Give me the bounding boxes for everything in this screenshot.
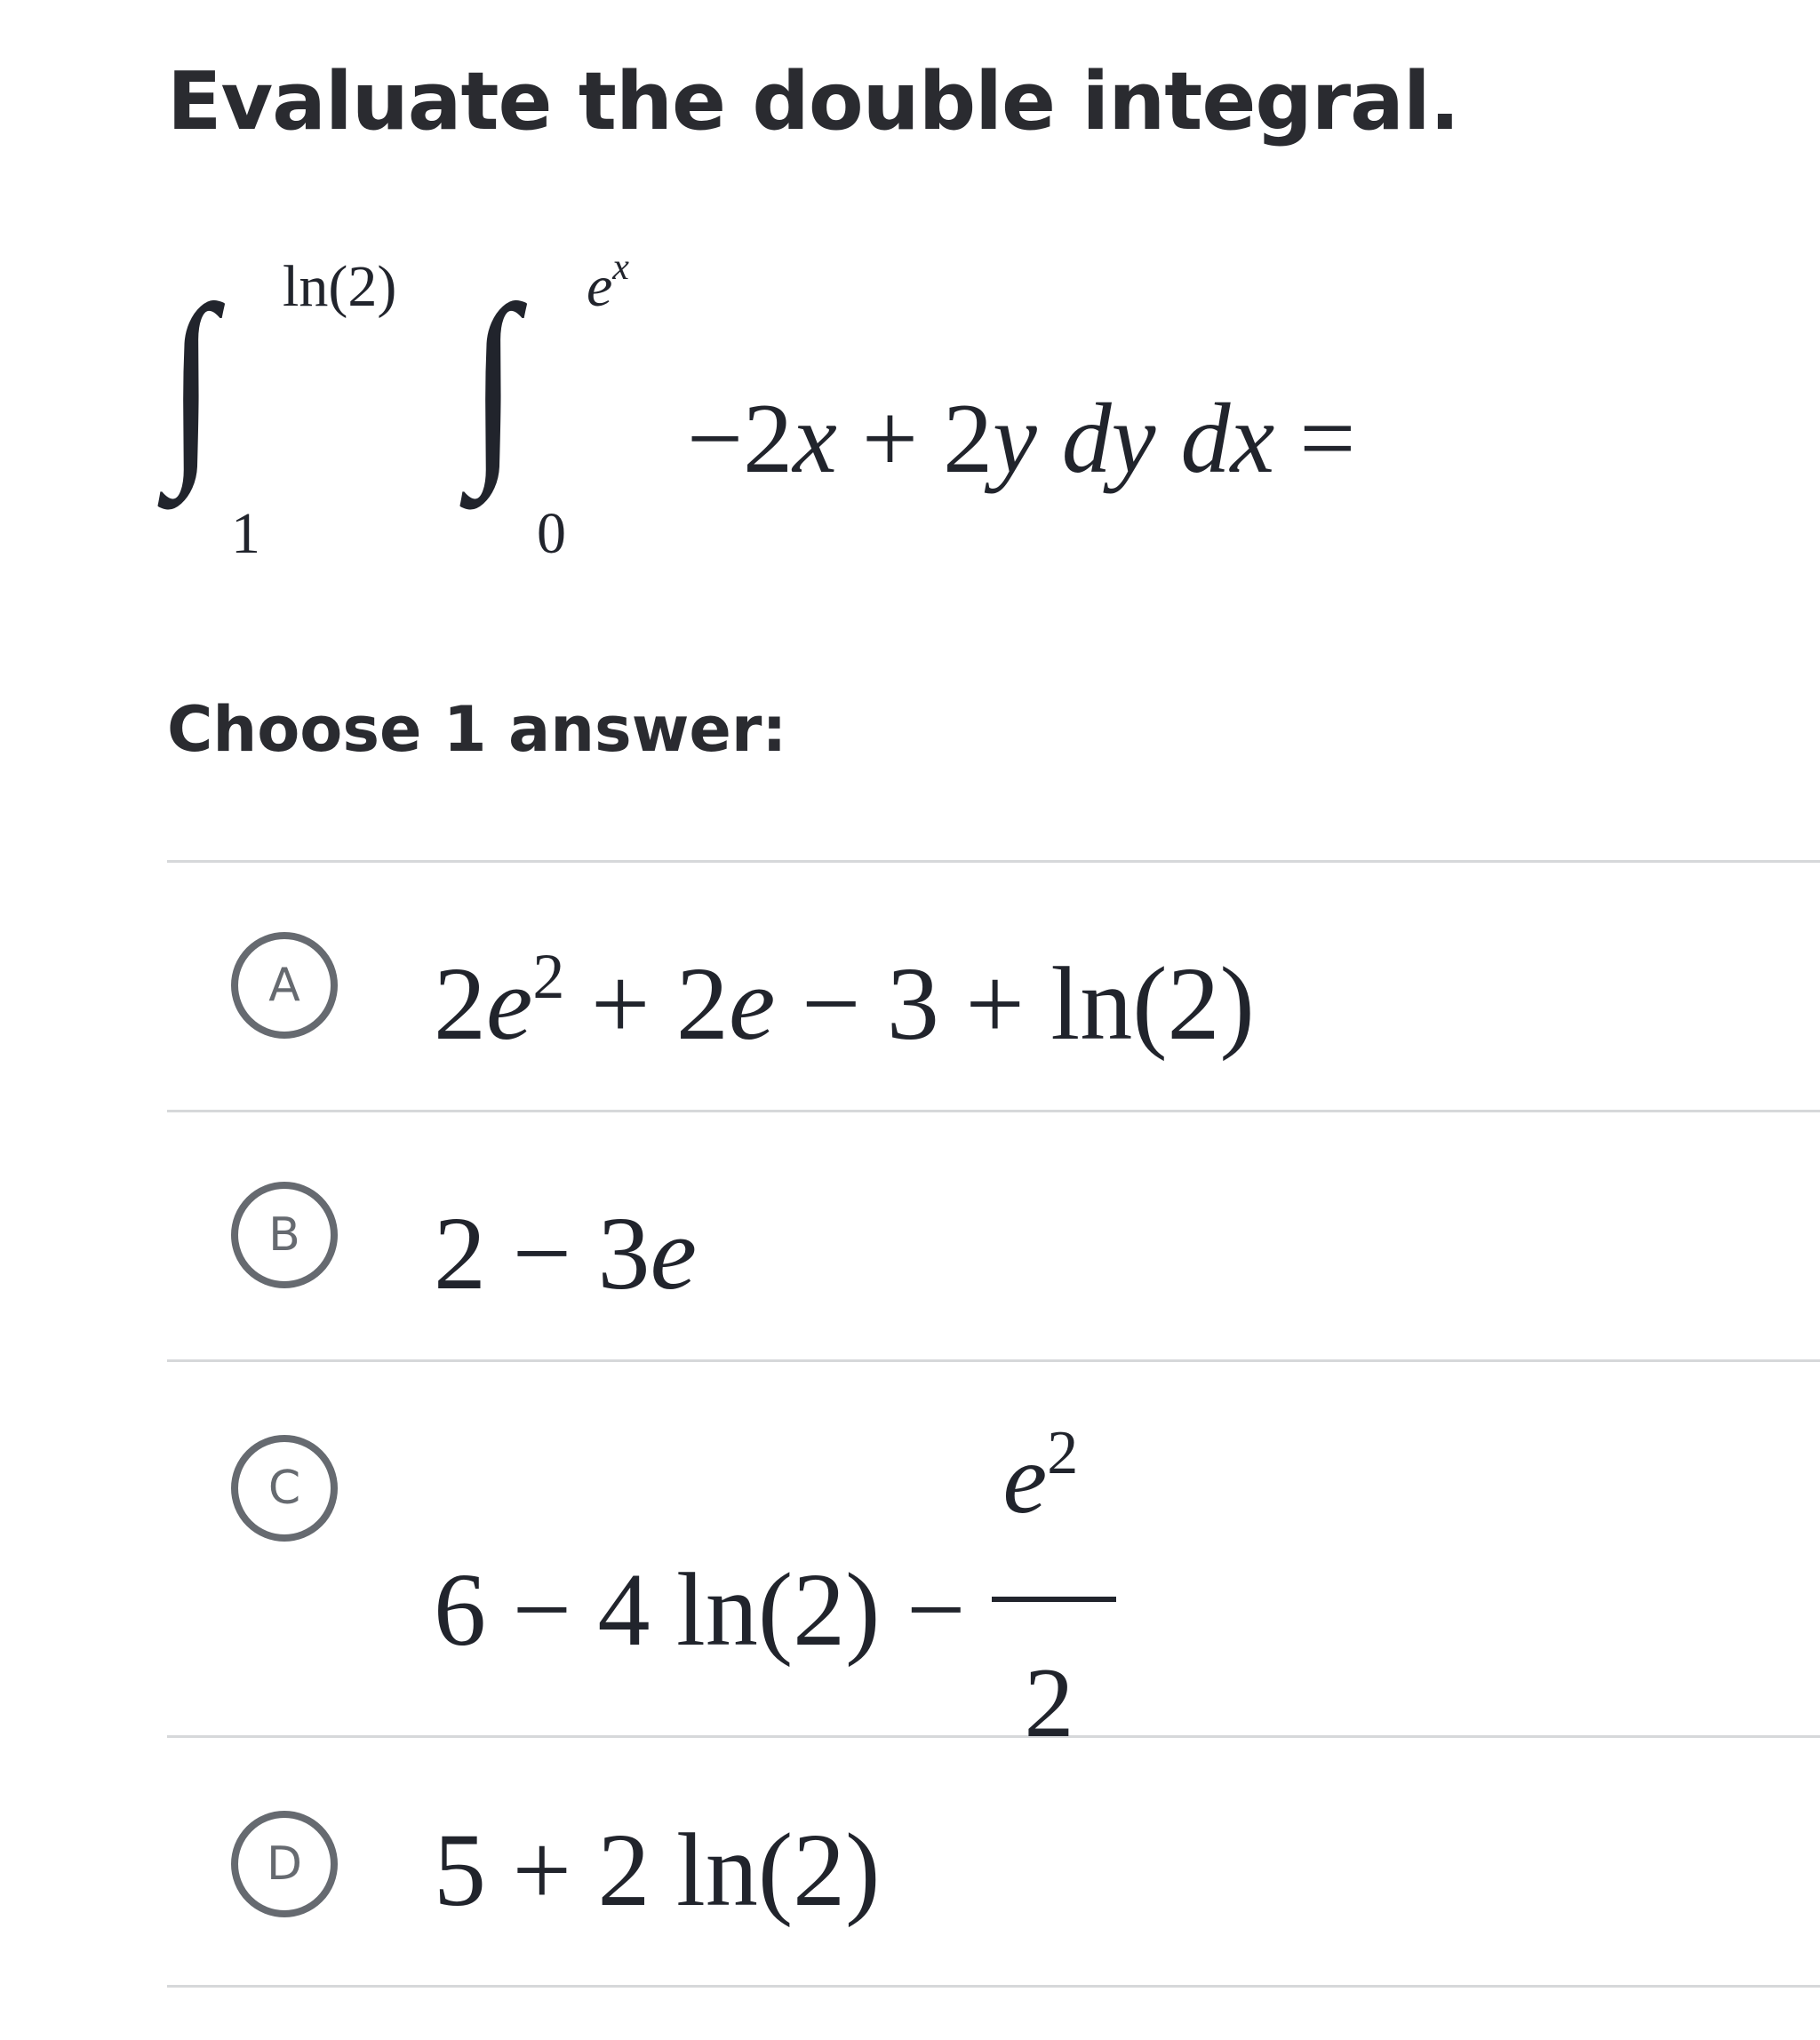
integrand: −2x + 2y dy dx = [687, 384, 1356, 494]
choice-d-radio[interactable]: D [231, 1811, 338, 1917]
outer-upper-limit: ln(2) [283, 254, 397, 319]
choice-c[interactable] [167, 1362, 1820, 1758]
choice-b[interactable] [167, 1112, 1820, 1359]
choice-b-radio[interactable]: B [231, 1182, 338, 1288]
choice-c-expression: 6 − 4 ln(2) − $e^2$ 2 [434, 1558, 1116, 1662]
inner-upper-limit: $e^x$ [587, 247, 629, 319]
choice-c-radio[interactable]: C [231, 1435, 338, 1542]
choice-d-expression: 5 + 2 ln(2) [434, 1812, 881, 1928]
outer-lower-limit: 1 [231, 501, 260, 566]
inner-lower-limit: 0 [537, 501, 566, 566]
question-title: Evaluate the double integral. [167, 55, 1459, 148]
choice-a-radio[interactable]: A [231, 932, 338, 1039]
choice-a-expression: $2e^2 + 2e - 3 + \ln(2)$ [434, 941, 1255, 1062]
fraction-e-squared-over-2: $e^2$ 2 [992, 1636, 1116, 1645]
choose-answer-prompt: Choose 1 answer: [167, 693, 787, 766]
choice-a[interactable] [167, 863, 1820, 1110]
choice-d[interactable] [167, 1738, 1820, 1985]
double-integral-expression [167, 247, 1589, 595]
divider [167, 1985, 1820, 1988]
outer-integral-sign: ∫ [167, 263, 216, 499]
inner-integral-sign: ∫ [469, 263, 518, 499]
choice-b-expression: 2 − 3e [434, 1195, 697, 1311]
answer-choices [167, 860, 1820, 1988]
